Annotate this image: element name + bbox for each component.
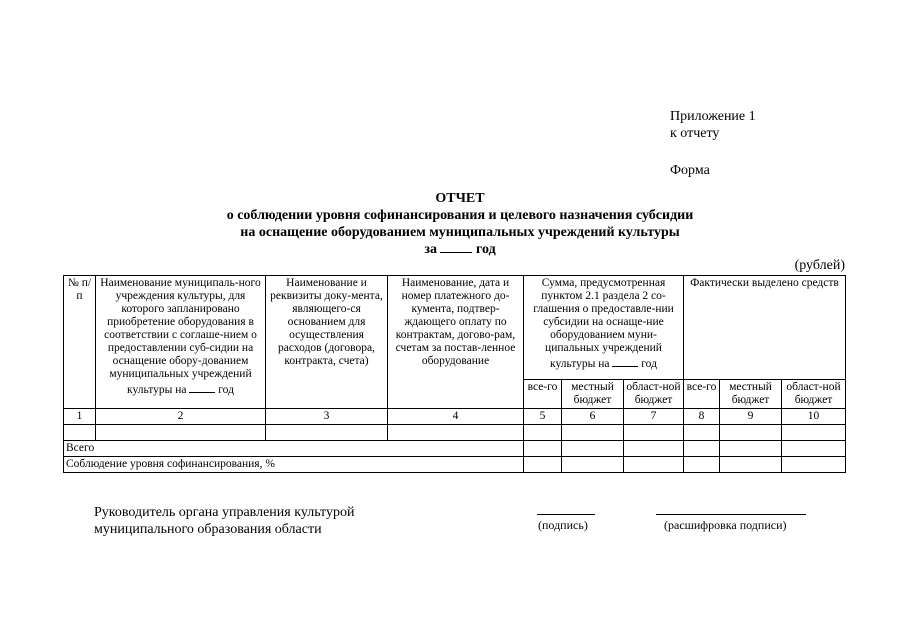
title-line-2: на оснащение оборудованием муниципальных учреждений культуры: [240, 225, 680, 240]
table-cell[interactable]: [624, 457, 684, 473]
header-org-name-text: Наименование муниципаль-ного учреждения культуры, для которого запланировано приобретение оборудования в соответствии с соглаше-нием о предоставлении суб-сидии на оснащение обору-дованием муниципальных учреждений культуры на: [100, 277, 261, 396]
column-number: 5: [524, 409, 562, 425]
table-cell[interactable]: [684, 457, 720, 473]
column-number: 1: [64, 409, 96, 425]
header-org-name-year: год: [218, 384, 234, 396]
column-number-row: [64, 409, 846, 425]
table-cell[interactable]: [524, 425, 562, 441]
header-org-year-blank: [189, 381, 215, 393]
compliance-label: Соблюдение уровня софинансирования, %: [64, 457, 524, 473]
table-cell[interactable]: [782, 441, 846, 457]
signature-decode-line[interactable]: [656, 514, 806, 515]
header-actual-total: все-го: [684, 380, 720, 409]
table-cell[interactable]: [388, 425, 524, 441]
table-cell[interactable]: [562, 441, 624, 457]
units-label: (рублей): [794, 258, 845, 273]
table-cell[interactable]: [782, 457, 846, 473]
table-cell[interactable]: [96, 425, 266, 441]
total-label: Всего: [64, 441, 524, 457]
signature-caption: (подпись): [538, 518, 588, 532]
table-cell[interactable]: [624, 441, 684, 457]
table-cell[interactable]: [684, 441, 720, 457]
column-number: 2: [96, 409, 266, 425]
signatory-block: [94, 504, 354, 538]
table-cell[interactable]: [782, 425, 846, 441]
table-cell[interactable]: [720, 457, 782, 473]
header-agreement-total: все-го: [524, 380, 562, 409]
column-number: 3: [266, 409, 388, 425]
form-label: Форма: [670, 163, 710, 178]
header-num: № п/п: [64, 276, 96, 409]
appendix-line-1: Приложение 1: [670, 109, 756, 124]
signatory-line-1: Руководитель органа управления культурой: [94, 505, 355, 520]
appendix-line-2: к отчету: [670, 126, 720, 141]
column-number: 4: [388, 409, 524, 425]
title-year-line: [150, 241, 770, 258]
header-agreement-sum-year: год: [641, 358, 657, 370]
header-agreement-sum-text: Сумма, предусмотренная пунктом 2.1 раздела 2 со-глашения о предоставле-нии субсидии на оснаще-ние оборудованием муни-ципальных учреждений культуры на: [533, 277, 674, 370]
header-actual: Фактически выделено средств: [684, 276, 846, 380]
data-row: [64, 425, 846, 441]
table-cell[interactable]: [720, 441, 782, 457]
report-table: [63, 275, 846, 473]
table-cell[interactable]: [562, 425, 624, 441]
header-org-name: [96, 276, 266, 409]
signature-line[interactable]: [537, 514, 595, 515]
compliance-row: [64, 457, 846, 473]
header-actual-local: местный бюджет: [720, 380, 782, 409]
report-title: [150, 190, 770, 258]
title-year-prefix: за: [424, 242, 437, 257]
table-cell[interactable]: [562, 457, 624, 473]
header-agreement-sum: [524, 276, 684, 380]
table-cell[interactable]: [524, 457, 562, 473]
column-number: 8: [684, 409, 720, 425]
signatory-line-2: муниципального образования области: [94, 522, 322, 537]
column-number: 10: [782, 409, 846, 425]
title-heading: ОТЧЕТ: [435, 191, 485, 206]
header-agreement-local: местный бюджет: [562, 380, 624, 409]
column-number: 6: [562, 409, 624, 425]
header-actual-regional: област-ной бюджет: [782, 380, 846, 409]
column-number: 7: [624, 409, 684, 425]
total-row: [64, 441, 846, 457]
table-cell[interactable]: [684, 425, 720, 441]
title-line-1: о соблюдении уровня софинансирования и целевого назначения субсидии: [226, 208, 694, 223]
header-payment-doc: Наименование, дата и номер платежного до-кумента, подтвер-ждающего оплату по контрактам, догово-рам, счетам за постав-ленное оборудование: [388, 276, 524, 409]
table-cell[interactable]: [64, 425, 96, 441]
table-cell[interactable]: [266, 425, 388, 441]
column-number: 9: [720, 409, 782, 425]
table-cell[interactable]: [524, 441, 562, 457]
header-agreement-year-blank: [612, 355, 638, 367]
appendix-note: [670, 108, 756, 179]
signature-decode-caption: (расшифровка подписи): [664, 518, 787, 532]
table-cell[interactable]: [624, 425, 684, 441]
table-cell[interactable]: [720, 425, 782, 441]
year-blank: [440, 241, 472, 253]
title-year-suffix: год: [475, 242, 496, 257]
header-agreement-regional: област-ной бюджет: [624, 380, 684, 409]
header-row-1: [64, 276, 846, 380]
header-basis: Наименование и реквизиты доку-мента, являющего-ся основанием для осуществления расходов (договора, контракта, счета): [266, 276, 388, 409]
